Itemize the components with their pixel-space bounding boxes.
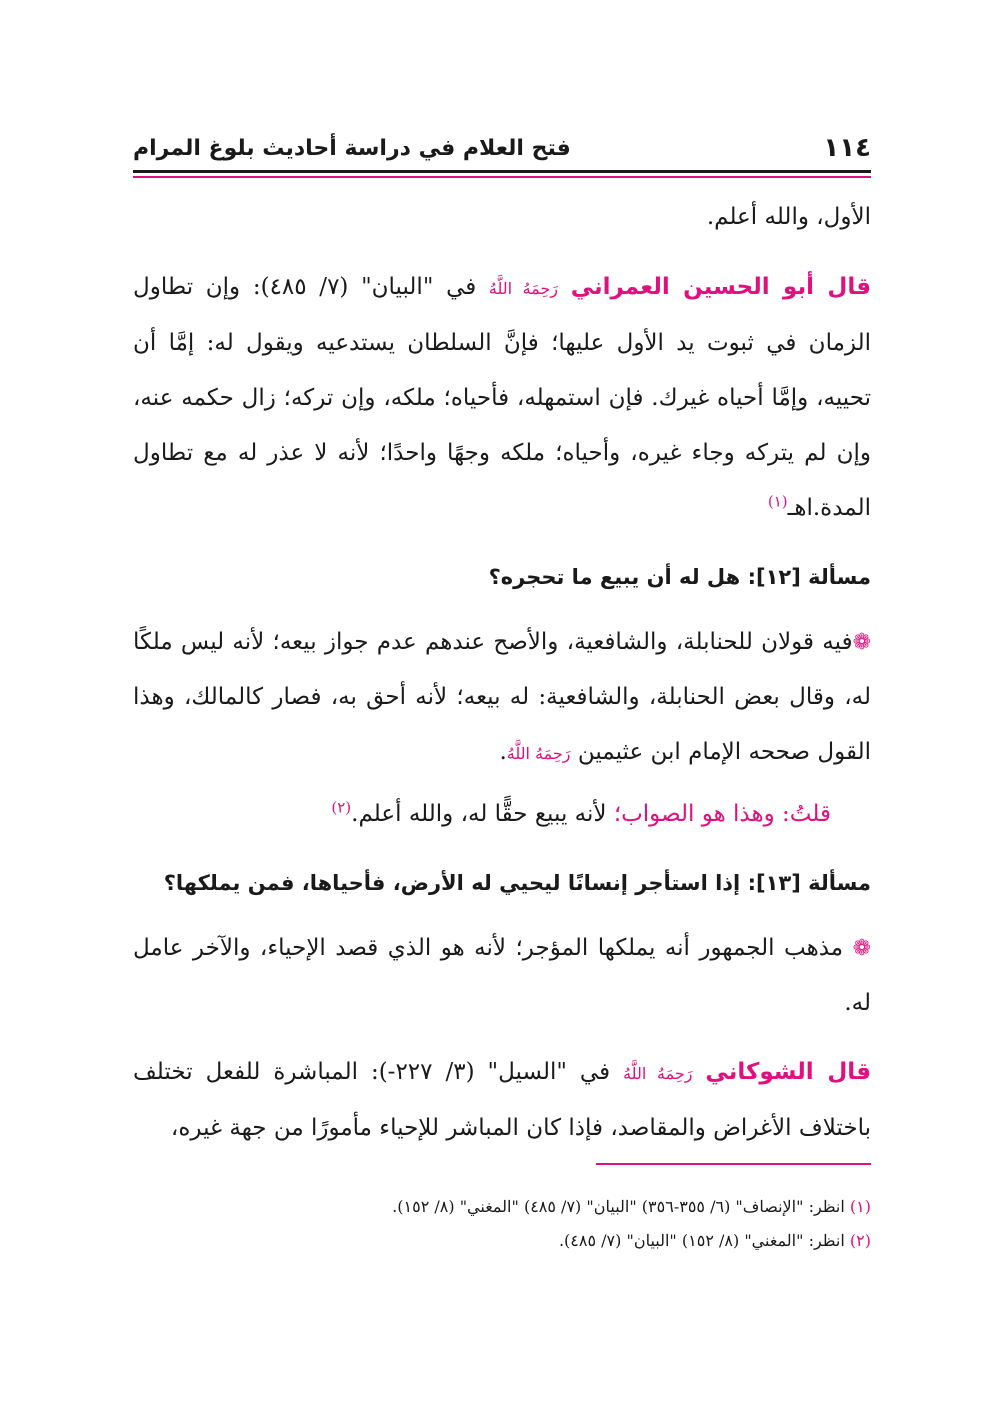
honorific: رَحِمَهُ اللَّهُ: [488, 279, 559, 298]
quoted-author: قال أبو الحسين العمراني: [570, 274, 872, 300]
author-note: [133, 787, 871, 842]
flower-icon: ❁: [852, 936, 871, 961]
issue-label: مسألة [١٢]:: [747, 565, 871, 589]
book-title: فتح العلام في دراسة أحاديث بلوغ المرام: [133, 135, 571, 161]
period: .: [499, 739, 507, 765]
footnote-text: انظر: "المغني" (٨/ ١٥٢) "البيان" (٧/ ٤٨٥).: [558, 1231, 845, 1250]
footnote-ref-1: (١): [767, 492, 788, 511]
footnote-separator: [596, 1163, 871, 1165]
footnote-text: انظر: "الإنصاف" (٦/ ٣٥٥-٣٥٦) "البيان" (٧/ ٤٨٥) "المغني" (٨/ ١٥٢).: [392, 1197, 845, 1216]
flower-icon: ❁: [852, 630, 871, 655]
answer-text: مذهب الجمهور أنه يملكها المؤجر؛ لأنه هو الذي قصد الإحياء، والآخر عامل له.: [133, 935, 871, 1016]
paragraph-continuation: الأول، والله أعلم.: [706, 204, 871, 230]
issue-12-answer: [133, 615, 871, 781]
issue-12-heading: [133, 550, 871, 605]
header-rule-pink: [133, 176, 871, 178]
honorific: رَحِمَهُ اللَّهُ: [506, 744, 571, 763]
honorific: رَحِمَهُ اللَّهُ: [623, 1064, 693, 1083]
issue-question: إذا استأجر إنسانًا ليحيي له الأرض، فأحياها، فمن يملكها؟: [163, 871, 741, 895]
quote-text: في "السيل" (٣/ ٢٢٧-): المباشرة للفعل تختلف باختلاف الأغراض والمقاصد، فإذا كان المباشر للإحياء مأمورًا من جهة غيره،: [133, 1059, 871, 1141]
issue-13-heading: [133, 856, 871, 911]
page-body: [133, 190, 871, 1156]
paragraph-quote-imrani: [133, 260, 871, 536]
footnote-ref-2: (٢): [331, 798, 352, 817]
quoted-author: قال الشوكاني: [705, 1059, 871, 1085]
note-label: قلتُ: وهذا هو الصواب؛: [613, 801, 831, 827]
note-text: لأنه يبيع حقًّا له، والله أعلم.: [351, 801, 614, 827]
footnote-number: (٢): [849, 1231, 871, 1250]
issue-label: مسألة [١٣]:: [747, 871, 871, 895]
footnotes: [133, 1190, 871, 1258]
issue-13-answer: [133, 921, 871, 1031]
footnote-2: [133, 1224, 871, 1258]
paragraph-quote-shawkani: [133, 1045, 871, 1156]
running-header: [133, 128, 871, 168]
footnote-1: [133, 1190, 871, 1224]
footnote-number: (١): [849, 1197, 871, 1216]
page-number: ١١٤: [823, 133, 871, 163]
quote-text: في "البيان" (٧/ ٤٨٥): وإن تطاول الزمان في ثبوت يد الأول عليها؛ فإنَّ السلطان يستدعيه ويقول له: إمَّا أن تحييه، وإمَّا أحياه غيرك. فإن استمهله، فأحياه؛ ملكه، وإن تركه؛ زال حكمه عنه، وإن لم يتركه وجاء غيره، وأحياه؛ ملكه وجهًا واحدًا؛ لأنه لا عذر له مع تطاول المدة.اهـ: [133, 274, 871, 521]
answer-text: فيه قولان للحنابلة، والشافعية، والأصح عندهم عدم جواز بيعه؛ لأنه ليس ملكًا له، وقال بعض الحنابلة، والشافعية: له بيعه؛ لأنه أحق به، فصار كالمالك، وهذا القول صححه الإمام ابن عثيمين: [133, 629, 871, 765]
issue-question: هل له أن يبيع ما تحجره؟: [488, 565, 741, 589]
header-rule-black: [133, 170, 871, 173]
